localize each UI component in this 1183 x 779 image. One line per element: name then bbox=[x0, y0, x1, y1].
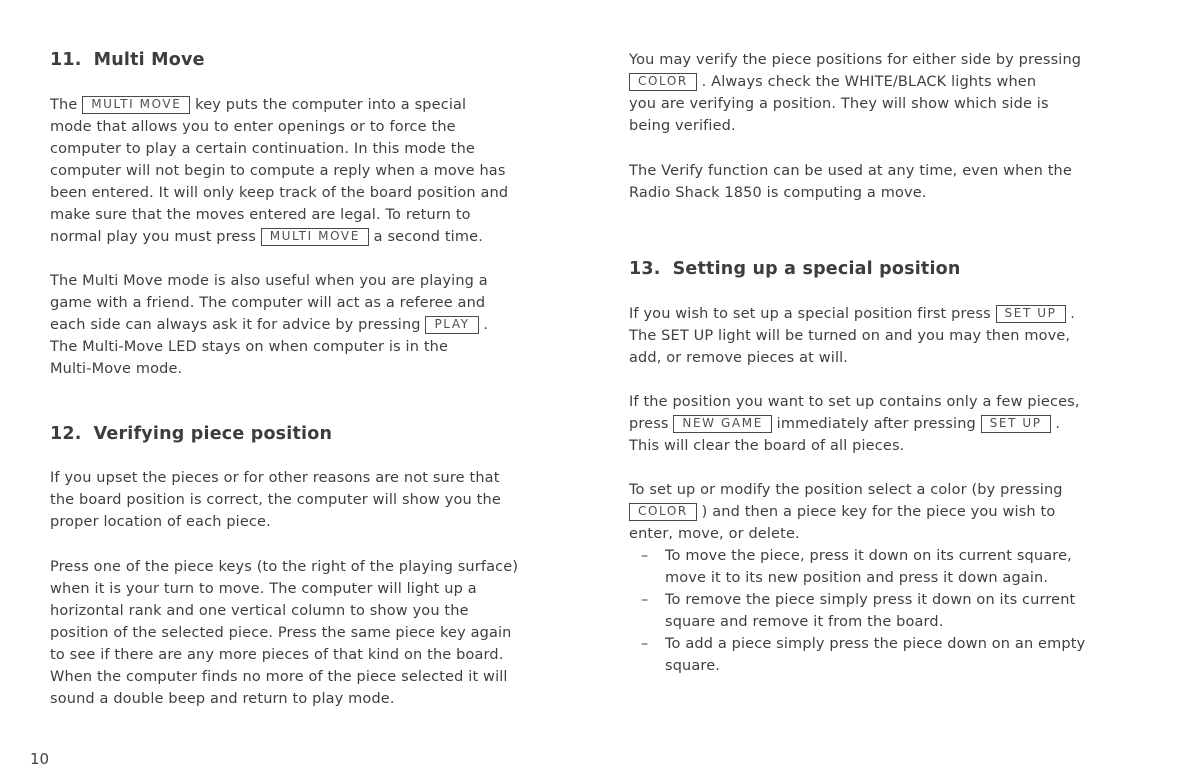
text-line: When the computer finds no more of the piece selected it will bbox=[50, 669, 508, 685]
text-line: The Multi-Move LED stays on when computer is in the bbox=[50, 339, 449, 355]
multi-move-key-label: MULTI MOVE bbox=[82, 96, 190, 114]
text-line: mode that allows you to enter openings or to force the bbox=[50, 119, 456, 135]
text-line: Press one of the piece keys (to the right of the playing surface) bbox=[50, 559, 519, 575]
text-line: computer to play a certain continuation. In this mode the bbox=[50, 141, 475, 157]
dash-bullet: – bbox=[641, 548, 649, 564]
text-fragment: each side can always ask it for advice by pressing bbox=[50, 317, 426, 333]
play-key-label: PLAY bbox=[425, 316, 478, 334]
section-13-paragraph-1 bbox=[629, 303, 1075, 369]
section-11-paragraph-2 bbox=[50, 270, 488, 380]
text-line: Multi-Move mode. bbox=[50, 361, 183, 377]
section-title: Verifying piece position bbox=[93, 424, 333, 444]
dash-bullet: – bbox=[641, 592, 649, 608]
list-item bbox=[629, 589, 1085, 633]
section-number: 13. bbox=[629, 259, 661, 279]
text-fragment: a second time. bbox=[368, 229, 483, 245]
multi-move-key-label: MULTI MOVE bbox=[261, 228, 369, 246]
text-fragment: . bbox=[478, 317, 489, 333]
text-line: square and remove it from the board. bbox=[665, 614, 944, 630]
color-key-label: COLOR bbox=[629, 73, 697, 91]
set-up-key-label: SET UP bbox=[996, 305, 1066, 323]
text-line bbox=[629, 413, 1080, 435]
color-key-label: COLOR bbox=[629, 503, 697, 521]
text-line: The Verify function can be used at any time, even when the bbox=[629, 163, 1072, 179]
section-12-paragraph-2 bbox=[50, 556, 518, 710]
text-line: move it to its new position and press it down again. bbox=[665, 570, 1049, 586]
setup-instructions-list bbox=[629, 545, 1085, 677]
text-line: The SET UP light will be turned on and you may then move, bbox=[629, 328, 1071, 344]
text-line: To set up or modify the position select a color (by pressing bbox=[629, 482, 1063, 498]
section-title: Setting up a special position bbox=[672, 259, 961, 279]
text-fragment: press bbox=[629, 416, 674, 432]
text-line bbox=[50, 94, 508, 116]
text-line: being verified. bbox=[629, 118, 736, 134]
text-fragment: If you wish to set up a special position first press bbox=[629, 306, 996, 322]
page-number: 10 bbox=[30, 750, 50, 768]
dash-bullet: – bbox=[641, 636, 649, 652]
section-13-paragraph-3 bbox=[629, 479, 1063, 545]
text-fragment: . bbox=[1050, 416, 1061, 432]
text-line: when it is your turn to move. The computer will light up a bbox=[50, 581, 477, 597]
text-line: you are verifying a position. They will show which side is bbox=[629, 96, 1049, 112]
new-game-key-label: NEW GAME bbox=[673, 415, 771, 433]
text-fragment: key puts the computer into a special bbox=[190, 97, 467, 113]
section-number: 11. bbox=[50, 50, 82, 70]
text-fragment: normal play you must press bbox=[50, 229, 261, 245]
list-item bbox=[629, 633, 1085, 677]
verify-paragraph-2 bbox=[629, 160, 1072, 204]
text-line: enter, move, or delete. bbox=[629, 526, 800, 542]
list-item bbox=[629, 545, 1085, 589]
text-fragment: . Always check the WHITE/BLACK lights when bbox=[696, 74, 1037, 90]
text-line: proper location of each piece. bbox=[50, 514, 271, 530]
text-line: the board position is correct, the computer will show you the bbox=[50, 492, 501, 508]
section-12-paragraph-1 bbox=[50, 467, 501, 533]
text-line: sound a double beep and return to play mode. bbox=[50, 691, 395, 707]
text-line: To add a piece simply press the piece down on an empty bbox=[665, 636, 1086, 652]
text-line: add, or remove pieces at will. bbox=[629, 350, 849, 366]
text-fragment: immediately after pressing bbox=[771, 416, 981, 432]
section-11-paragraph-1 bbox=[50, 94, 508, 248]
text-line: This will clear the board of all pieces. bbox=[629, 438, 905, 454]
text-line: Radio Shack 1850 is computing a move. bbox=[629, 185, 927, 201]
text-fragment: . bbox=[1065, 306, 1076, 322]
text-line: position of the selected piece. Press the same piece key again bbox=[50, 625, 512, 641]
text-line: If the position you want to set up contains only a few pieces, bbox=[629, 394, 1080, 410]
text-line: square. bbox=[665, 658, 721, 674]
section-number: 12. bbox=[50, 424, 82, 444]
text-line bbox=[629, 303, 1075, 325]
text-line: game with a friend. The computer will act as a referee and bbox=[50, 295, 486, 311]
set-up-key-label: SET UP bbox=[981, 415, 1051, 433]
section-11-heading bbox=[50, 50, 205, 70]
text-line bbox=[50, 314, 488, 336]
text-line: computer will not begin to compute a reply when a move has bbox=[50, 163, 506, 179]
text-line bbox=[50, 226, 508, 248]
text-line: To remove the piece simply press it down on its current bbox=[665, 592, 1076, 608]
section-13-paragraph-2 bbox=[629, 391, 1080, 457]
text-fragment: ) and then a piece key for the piece you wish to bbox=[696, 504, 1056, 520]
section-12-heading bbox=[50, 424, 332, 444]
section-13-heading bbox=[629, 259, 961, 279]
text-line: been entered. It will only keep track of the board position and bbox=[50, 185, 509, 201]
text-line: To move the piece, press it down on its current square, bbox=[665, 548, 1072, 564]
text-line: to see if there are any more pieces of that kind on the board. bbox=[50, 647, 504, 663]
text-line: horizontal rank and one vertical column to show you the bbox=[50, 603, 469, 619]
verify-paragraph-1 bbox=[629, 49, 1081, 137]
text-line: make sure that the moves entered are legal. To return to bbox=[50, 207, 471, 223]
text-line bbox=[629, 71, 1081, 93]
text-fragment: The bbox=[50, 97, 83, 113]
text-line: The Multi Move mode is also useful when you are playing a bbox=[50, 273, 488, 289]
section-title: Multi Move bbox=[93, 50, 205, 70]
text-line: You may verify the piece positions for either side by pressing bbox=[629, 52, 1082, 68]
text-line: If you upset the pieces or for other reasons are not sure that bbox=[50, 470, 500, 486]
text-line bbox=[629, 501, 1063, 523]
